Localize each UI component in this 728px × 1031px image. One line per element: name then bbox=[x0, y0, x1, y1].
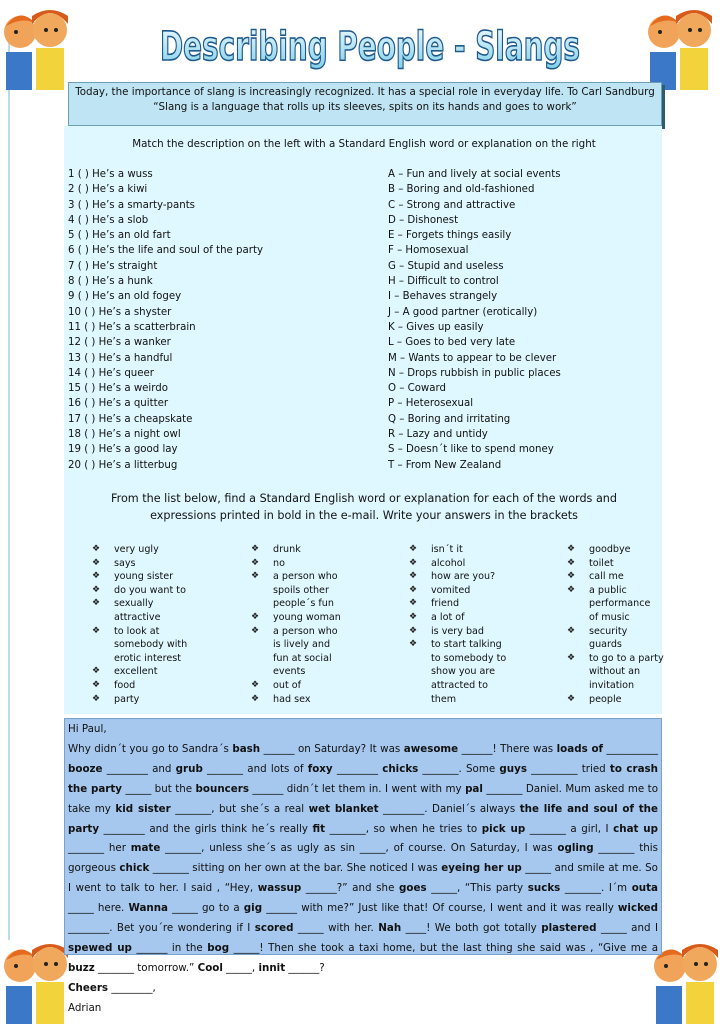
list-item: F – Homosexual bbox=[388, 245, 469, 257]
diamond-bullet-icon: ❖ bbox=[409, 611, 418, 622]
list-item: 9 ( ) He’s an old fogey bbox=[68, 291, 182, 303]
list-item: 7 ( ) He’s straight bbox=[68, 260, 158, 272]
diamond-bullet-icon: ❖ bbox=[92, 584, 101, 595]
diamond-bullet-icon: ❖ bbox=[567, 557, 576, 568]
list-item: A – Fun and lively at social events bbox=[388, 169, 561, 180]
list-item: ❖ no bbox=[251, 557, 285, 569]
diamond-bullet-icon: ❖ bbox=[251, 693, 260, 704]
email-signature: Adrian bbox=[68, 1001, 102, 1014]
right-explanations bbox=[388, 167, 561, 473]
list-item: ❖ sexually attractive bbox=[92, 598, 161, 623]
list-item: 15 ( ) He’s a weirdo bbox=[68, 383, 168, 395]
diamond-bullet-icon: ❖ bbox=[567, 693, 576, 704]
list-item: 2 ( ) He’s a kiwi bbox=[68, 184, 148, 196]
intro-quote-box bbox=[68, 82, 662, 126]
list-item: D – Dishonest bbox=[388, 214, 459, 226]
list-item: G – Stupid and useless bbox=[388, 260, 504, 272]
diamond-bullet-icon: ❖ bbox=[409, 571, 418, 582]
list-item: K – Gives up easily bbox=[388, 321, 484, 333]
list-item: 17 ( ) He’s a cheapskate bbox=[68, 413, 193, 425]
word-list-column-1 bbox=[92, 543, 197, 706]
list-item: 1 ( ) He’s a wuss bbox=[68, 169, 153, 180]
diamond-bullet-icon: ❖ bbox=[409, 557, 418, 568]
diamond-bullet-icon: ❖ bbox=[251, 571, 260, 582]
diamond-bullet-icon: ❖ bbox=[251, 557, 260, 568]
cartoon-people-illustration bbox=[652, 936, 724, 1024]
list-item: ❖ party bbox=[92, 693, 140, 705]
list-item: ❖ a person who is lively and fun at social events bbox=[251, 625, 338, 678]
list-item: ❖ had sex bbox=[251, 693, 311, 705]
diamond-bullet-icon: ❖ bbox=[409, 598, 418, 609]
diamond-bullet-icon: ❖ bbox=[251, 544, 260, 554]
diamond-bullet-icon: ❖ bbox=[92, 598, 101, 609]
list-item: ❖ to look at somebody with erotic interest bbox=[92, 625, 188, 664]
diamond-bullet-icon: ❖ bbox=[92, 544, 101, 554]
list-item: 11 ( ) He’s a scatterbrain bbox=[68, 321, 196, 333]
list-item: ❖ security guards bbox=[567, 625, 628, 651]
list-item: M – Wants to appear to be clever bbox=[388, 352, 557, 364]
list-item: ❖ young sister bbox=[92, 571, 174, 583]
list-item: 19 ( ) He’s a good lay bbox=[68, 444, 178, 456]
list-item: 10 ( ) He’s a shyster bbox=[68, 306, 172, 318]
list-item: P – Heterosexual bbox=[388, 398, 474, 410]
list-item: ❖ a person who spoils other people´s fun bbox=[251, 571, 338, 610]
list-item: ❖ people bbox=[567, 693, 622, 705]
list-item: 8 ( ) He’s a hunk bbox=[68, 276, 153, 288]
diamond-bullet-icon: ❖ bbox=[567, 544, 576, 554]
word-list-column-3 bbox=[409, 543, 513, 706]
title-wordart bbox=[150, 14, 590, 76]
answer-blank: ________, bbox=[111, 981, 156, 994]
diamond-bullet-icon: ❖ bbox=[92, 557, 101, 568]
list-item: O – Coward bbox=[388, 383, 446, 395]
list-item: ❖ call me bbox=[567, 571, 624, 583]
list-item: ❖ isn´t it bbox=[409, 544, 463, 555]
list-item: 14 ( ) He’s queer bbox=[68, 367, 154, 379]
intro-text: Today, the importance of slang is increasingly recognized. It has a special role in everyday life. To Carl Sandburg “Slang is a language that rolls up its sleeves, spits on its hands and goes to work” bbox=[75, 86, 655, 113]
word-list-column-4 bbox=[567, 543, 664, 706]
list-item: H – Difficult to control bbox=[388, 276, 499, 288]
list-item: ❖ friend bbox=[409, 598, 460, 610]
diamond-bullet-icon: ❖ bbox=[409, 584, 418, 595]
word-list-column-2 bbox=[251, 543, 343, 706]
list-item: ❖ how are you? bbox=[409, 571, 496, 583]
list-item: ❖ goodbye bbox=[567, 544, 631, 555]
list-item: ❖ drunk bbox=[251, 544, 301, 555]
diamond-bullet-icon: ❖ bbox=[567, 571, 576, 582]
list-item: Q – Boring and irritating bbox=[388, 413, 511, 425]
list-item: R – Lazy and untidy bbox=[388, 429, 488, 441]
list-item: B – Boring and old-fashioned bbox=[388, 184, 535, 196]
list-item: 3 ( ) He’s a smarty-pants bbox=[68, 199, 195, 211]
list-item: ❖ food bbox=[92, 679, 136, 691]
diamond-bullet-icon: ❖ bbox=[567, 584, 576, 595]
list-item: 5 ( ) He’s an old fart bbox=[68, 230, 171, 242]
list-item: ❖ excellent bbox=[92, 666, 158, 678]
email-message: Hi Paul, Why didn´t you go to Sandra´s bash ______ on Saturday? It was awesome ______! There was loads of __________ booze ________ and grub _______ and lots of foxy ________ chicks _______. Some guys _________ tried to crash the party _____ but the bouncers ______ didn´t let them in. I went with my pal _______ Daniel. Mum asked me to take my kid sister _______, but she´s a real wet blanket ________. Daniel´s always the life and soul of the party ________ and the girls think he´s really fit _______, so when he tries to pick up _______ a girl, I chat up _______ her mate _______, unless she´s as ugly as sin _____, of course. On Saturday, I was ogling _______ this gorgeous chick _______ sitting on her own at the bar. She noticed I was eyeing her up _____ and smile at me. So I went to talk to her. I said , “Hey, wassup ______?” and she goes _____, “This party sucks _______. I´m outa _____ here. Wanna _____ go to a gig ______ with me?” Just like that! Of course, I went and it was really wicked ________. Bet you´re wondering if I scored _____ with her. Nah ____! We both got totally plastered _____ and I spewed up ______ in the bog _____! Then she took a taxi home, but the last thing she said was , “Give me a buzz _______ tomorrow.” Cool _____, innit ______? Cheers ________, Adrian bbox=[64, 718, 662, 955]
instruction-2: From the list below, find a Standard English word or explanation for each of the words and expressions printed in bold in the e-mail. Write your answers in the brackets bbox=[110, 492, 617, 522]
list-item: C – Strong and attractive bbox=[388, 199, 516, 211]
diamond-bullet-icon: ❖ bbox=[251, 625, 260, 636]
list-item: L – Goes to bed very late bbox=[388, 337, 516, 349]
list-item: ❖ out of bbox=[251, 679, 302, 691]
diamond-bullet-icon: ❖ bbox=[92, 679, 101, 690]
list-item: S – Doesn´t like to spend money bbox=[388, 444, 554, 456]
list-item: 20 ( ) He’s a litterbug bbox=[68, 459, 178, 471]
list-item: ❖ says bbox=[92, 557, 136, 569]
diamond-bullet-icon: ❖ bbox=[409, 544, 418, 554]
list-item: ❖ a lot of bbox=[409, 611, 465, 623]
list-item: ❖ a public performance of music bbox=[567, 584, 651, 623]
list-item: N – Drops rubbish in public places bbox=[388, 367, 561, 379]
list-item: 13 ( ) He’s a handful bbox=[68, 352, 173, 364]
diamond-bullet-icon: ❖ bbox=[409, 625, 418, 636]
diamond-bullet-icon: ❖ bbox=[409, 639, 418, 650]
list-item: 4 ( ) He’s a slob bbox=[68, 214, 149, 226]
list-item: ❖ is very bad bbox=[409, 625, 485, 637]
list-item: ❖ to go to a party without an invitation bbox=[567, 652, 664, 691]
diamond-bullet-icon: ❖ bbox=[92, 571, 101, 582]
list-item: ❖ very ugly bbox=[92, 544, 159, 555]
email-greeting: Hi Paul, bbox=[68, 723, 107, 735]
list-item: 6 ( ) He’s the life and soul of the party bbox=[68, 245, 263, 257]
diamond-bullet-icon: ❖ bbox=[92, 666, 101, 677]
cartoon-people-illustration bbox=[646, 2, 718, 90]
list-item: 18 ( ) He’s a night owl bbox=[68, 429, 181, 441]
diamond-bullet-icon: ❖ bbox=[92, 693, 101, 704]
email-sign-off: Cheers bbox=[68, 981, 109, 994]
page-title: Describing People - Slangs bbox=[160, 24, 580, 70]
list-item: ❖ vomited bbox=[409, 584, 471, 596]
list-item: 16 ( ) He’s a quitter bbox=[68, 398, 169, 410]
page-border-line bbox=[8, 40, 10, 940]
instruction-1: Match the description on the left with a Standard English word or explanation on the right bbox=[132, 138, 596, 150]
list-item: ❖ alcohol bbox=[409, 557, 466, 569]
list-item: I – Behaves strangely bbox=[388, 291, 498, 303]
list-item: J – A good partner (erotically) bbox=[388, 306, 538, 318]
list-item: T – From New Zealand bbox=[388, 459, 502, 471]
list-item: ❖ toilet bbox=[567, 557, 614, 569]
list-item: 12 ( ) He’s a wanker bbox=[68, 337, 171, 349]
left-descriptions bbox=[68, 167, 263, 473]
diamond-bullet-icon: ❖ bbox=[251, 611, 260, 622]
cartoon-people-illustration bbox=[2, 2, 74, 90]
diamond-bullet-icon: ❖ bbox=[92, 625, 101, 636]
diamond-bullet-icon: ❖ bbox=[567, 625, 576, 636]
diamond-bullet-icon: ❖ bbox=[567, 652, 576, 663]
list-item: ❖ do you want to bbox=[92, 584, 186, 596]
list-item: E – Forgets things easily bbox=[388, 230, 512, 242]
list-item: ❖ to start talking to somebody to show you are attracted to them bbox=[409, 639, 507, 705]
list-item: ❖ young woman bbox=[251, 611, 341, 623]
diamond-bullet-icon: ❖ bbox=[251, 679, 260, 690]
